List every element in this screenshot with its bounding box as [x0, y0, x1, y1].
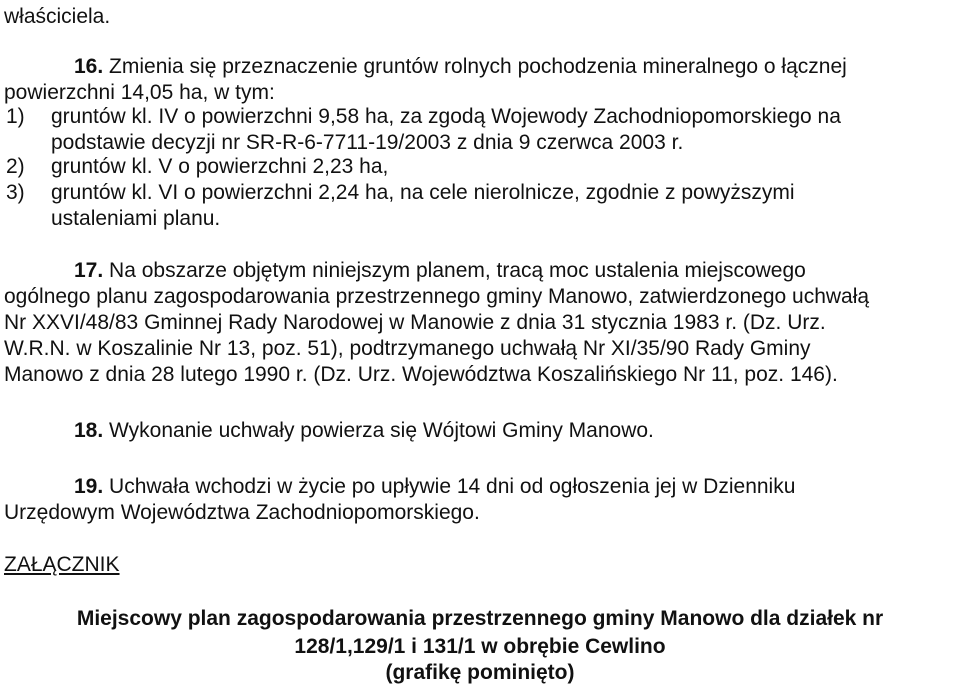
paragraph-17-line	[74, 258, 806, 284]
text-line: właściciela.	[4, 5, 111, 28]
text-line: powierzchni 14,05 ha, w tym:	[4, 81, 275, 104]
paragraph-16-text: Zmienia się przeznaczenie gruntów rolnych pochodzenia mineralnego o łącznej	[103, 55, 847, 78]
list-item-number: 2)	[6, 155, 25, 178]
annex-note: (grafikę pominięto)	[385, 661, 575, 684]
list-item-text: ustaleniami planu.	[51, 207, 221, 230]
text-line: W.R.N. w Koszalinie Nr 13, poz. 51), podtrzymanego uchwałą Nr XI/35/90 Rady Gminy	[4, 337, 811, 360]
annex-title-line: Miejscowy plan zagospodarowania przestrzennego gminy Manowo dla działek nr	[76, 607, 884, 630]
paragraph-19-text: Uchwała wchodzi w życie po upływie 14 dni od ogłoszenia jej w Dzienniku	[103, 475, 796, 498]
paragraph-19-number: 19.	[74, 475, 104, 498]
text-line: Manowo z dnia 28 lutego 1990 r. (Dz. Urz. Województwa Koszalińskiego Nr 11, poz. 146).	[4, 363, 838, 386]
list-item-text: podstawie decyzji nr SR-R-6-7711-19/2003 z dnia 9 czerwca 2003 r.	[51, 131, 684, 154]
text-line: Urzędowym Województwa Zachodniopomorskiego.	[4, 501, 480, 524]
annex-heading: ZAŁĄCZNIK	[4, 553, 120, 576]
paragraph-18-text: Wykonanie uchwały powierza się Wójtowi Gminy Manowo.	[103, 419, 654, 442]
list-item-text: gruntów kl. V o powierzchni 2,23 ha,	[51, 155, 389, 178]
list-item-text: gruntów kl. IV o powierzchni 9,58 ha, za zgodą Wojewody Zachodniopomorskiego na	[51, 105, 841, 128]
paragraph-19-line	[74, 474, 795, 500]
list-item-number: 1)	[6, 105, 25, 128]
text-line: Nr XXVI/48/83 Gminnej Rady Narodowej w Manowie z dnia 31 stycznia 1983 r. (Dz. Urz.	[4, 311, 826, 334]
paragraph-17-text: Na obszarze objętym niniejszym planem, tracą moc ustalenia miejscowego	[103, 259, 806, 282]
list-item-number: 3)	[6, 181, 25, 204]
text-line: ogólnego planu zagospodarowania przestrzennego gminy Manowo, zatwierdzonego uchwałą	[4, 285, 870, 308]
list-item-text: gruntów kl. VI o powierzchni 2,24 ha, na cele nierolnicze, zgodnie z powyższymi	[51, 181, 795, 204]
paragraph-16-number: 16.	[74, 55, 104, 78]
annex-title-line: 128/1,129/1 i 131/1 w obrębie Cewlino	[294, 635, 666, 658]
paragraph-18-number: 18.	[74, 419, 104, 442]
paragraph-17-number: 17.	[74, 259, 104, 282]
paragraph-18-line	[74, 418, 654, 444]
paragraph-16-line	[74, 54, 847, 80]
